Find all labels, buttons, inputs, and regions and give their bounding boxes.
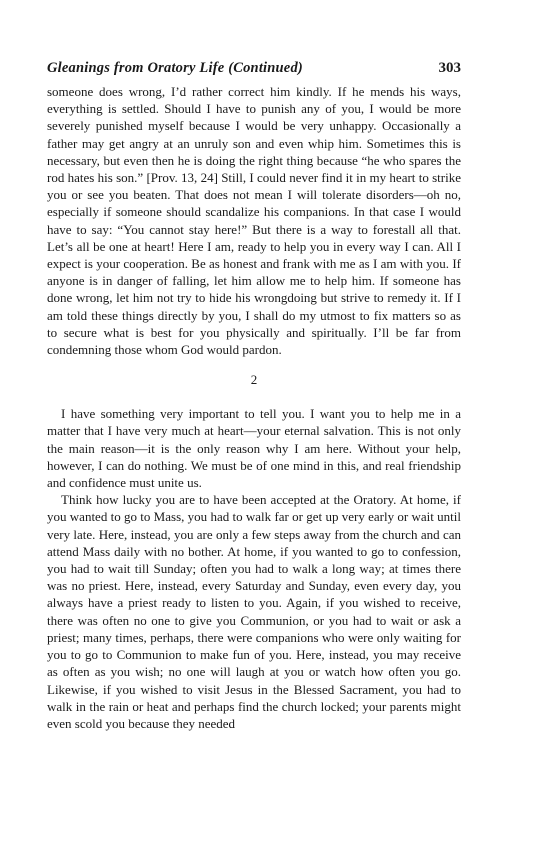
page-number: 303 bbox=[438, 60, 461, 76]
section-number: 2 bbox=[250, 372, 258, 388]
paragraph-continued: someone does wrong, I’d rather correct him kindly. If he mends his ways, everything is settled. Should I have to punish any of you, I would be more severely punished myself because I would be very unhappy. Occasionally a father may get angry at an unruly son and even whip him. Sometimes this is necessary, but even then he is doing the right thing because “he who spares the rod hates his son.” [Prov. 13, 24] Still, I could never find it in my heart to strike you or see you beaten. That does not mean I will tolerate disorders—oh no, especially if someone should scandalize his companions. In that case I would have to say: “You cannot stay here!” But there is a way to forestall all that. Let’s all be one at heart! Here I am, ready to help you in every way I can. All I expect is your cooperation. Be as honest and frank with me as I am with you. If anyone is in danger of falling, let him allow me to help him. If someone has done wrong, let him not try to hide his wrongdoing but strive to remedy it. If I am told these things directly by you, I shall do my utmost to fix matters so as to secure what is best for you physically and spiritually. I’ll be far from condemning those whom God would pardon. bbox=[47, 84, 461, 358]
body-text bbox=[47, 83, 461, 732]
page-header bbox=[47, 60, 461, 77]
paragraph-intro: I have something very important to tell you. I want you to help me in a matter that I have very much at heart—your eternal salvation. This is not only the main reason—it is the only reason why I am here. Without your help, however, I can do nothing. We must be of one mind in this, and real friendship and confidence must unite us. bbox=[47, 406, 461, 491]
paragraph-oratory: Think how lucky you are to have been accepted at the Oratory. At home, if you wanted to go to Mass, you had to walk far or get up very early or wait until very late. Here, instead, you are only a few steps away from the church and can attend Mass daily with no bother. At home, if you wanted to go to confession, you had to wait till Sunday; often you had to walk a long way; at times there was no priest. Here, instead, every Saturday and Sunday, even every day, you always have a priest ready to listen to you. Again, if you wished to receive, there was often no one to give you Communion, or you had to wait or ask a priest; many times, perhaps, there were companions who were only waiting for you to go to Communion to make fun of you. Here, instead, you may receive as often as you wish; no one will laugh at you or watch how often you go. Likewise, if you wished to visit Jesus in the Blessed Sacrament, you had to walk in the rain or heat and perhaps find the church locked; your parents might even scold you because they needed bbox=[47, 492, 461, 731]
running-head: Gleanings from Oratory Life (Continued) bbox=[47, 60, 303, 76]
